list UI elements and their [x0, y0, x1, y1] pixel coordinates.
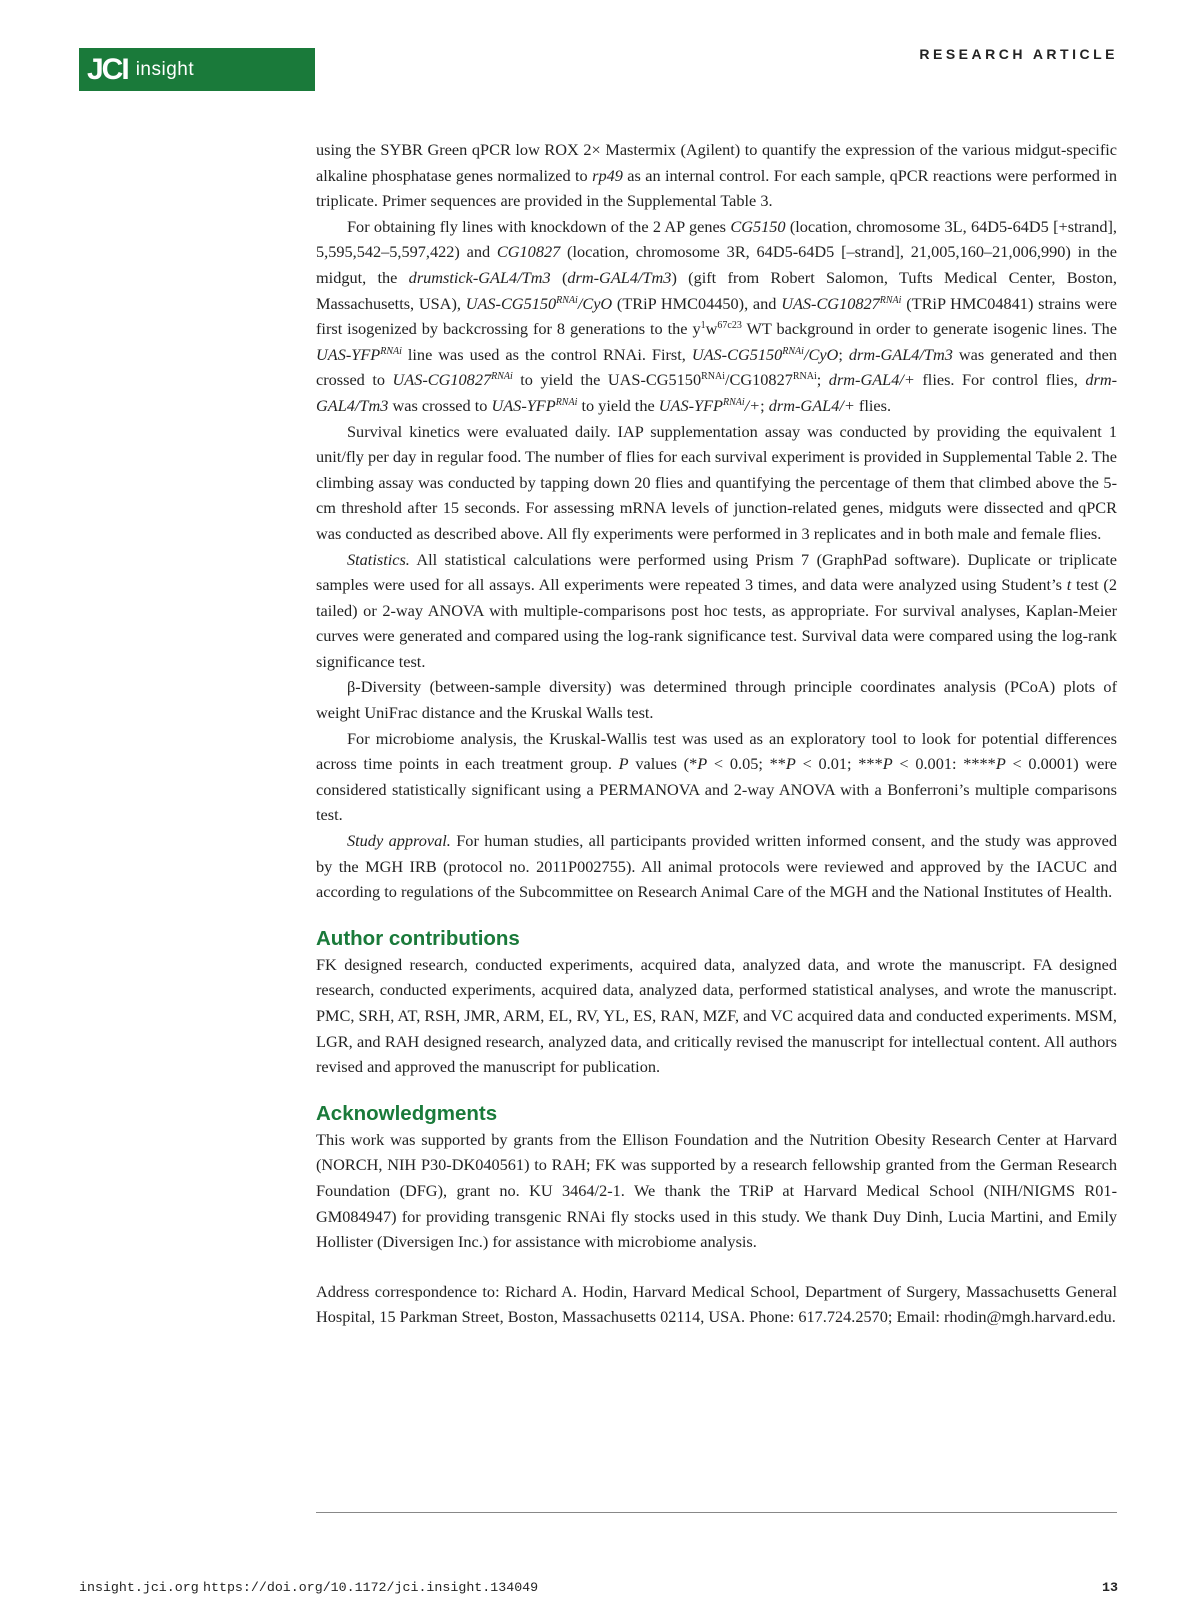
page-number: 13 [1102, 1580, 1118, 1595]
beta-diversity-paragraph: β-Diversity (between-sample diversity) was determined through principle coordinates analysis (PCoA) plots of weight UniFrac distance and the Kruskal Walls test. [316, 677, 1117, 723]
microbiome-paragraph: For microbiome analysis, the Kruskal-Wallis test was used as an exploratory tool to look for potential differences across time points in each treatment group. P values (*P < 0.05; **P < 0.01; ***P < 0.001: ****P < 0.0001) were considered statistically significant using a PERMANOVA and 2-way ANOVA with a Bonferroni’s multiple comparisons test. [316, 728, 1117, 825]
correspondence-address: Address correspondence to: Richard A. Hodin, Harvard Medical School, Department of Surgery, Massachusetts General Hospital, 15 Parkman Street, Boston, Massachusetts 02114, USA. Phone: 617.724.2570; Email: rhodin@mgh.harvard.edu. [316, 1281, 1117, 1327]
statistics-paragraph: Statistics. All statistical calculations were performed using Prism 7 (GraphPad software). Duplicate or triplicate samples were used for all assays. All experiments were repeated 3 times, and data were analyzed using Student’s t test (2 tailed) or 2-way ANOVA with multiple-comparisons post hoc tests, as appropriate. For survival analyses, Kaplan-Meier curves were generated and compared using the log-rank significance test. Survival data were compared using the log-rank significance test. [316, 549, 1117, 671]
footer-site-link[interactable]: insight.jci.org [79, 1580, 199, 1595]
author-contributions-heading: Author contributions [316, 926, 520, 950]
author-contributions-text: FK designed research, conducted experiments, acquired data, analyzed data, and wrote the manuscript. FA designed research, conducted experiments, acquired data, analyzed data, performed statistical analyses, and wrote the manuscript. PMC, SRH, AT, RSH, JMR, ARM, EL, RV, YL, ES, RAN, MZF, and VC acquired data and conducted experiments. MSM, LGR, and RAH designed research, analyzed data, and critically revised the manuscript for intellectual content. All authors revised and approved the manuscript for publication. [316, 954, 1117, 1077]
study-approval-paragraph: Study approval. For human studies, all participants provided written informed consent, and the study was approved by the MGH IRB (protocol no. 2011P002755). All animal protocols were reviewed and approved by the IACUC and according to regulations of the Subcommittee on Research Animal Care of the MGH and the National Institutes of Health. [316, 831, 1118, 902]
body-text [316, 137, 1117, 1330]
logo-jci-text: JCI [87, 53, 128, 86]
journal-logo [79, 48, 315, 91]
methods-paragraph-2: For obtaining fly lines with knockdown of the 2 AP genes CG5150 (location, chromosome 3L, 64D5-64D5 [+strand], 5,595,542–5,597,422) and CG10827 (location, chromosome 3R, 64D5-64D5 [–strand], 21,005,160–21,006,990) in the midgut, the drumstick-GAL4/Tm3 (drm-GAL4/Tm3) (gift from Robert Salomon, Tufts Medical Center, Boston, Massachusetts, USA), UAS-$CG5150^{RNAi}$/CyO (TRiP HMC04450), and UAS-$CG10827^{RNAi}$ (TRiP HMC04841) strains were first isogenized by backcrossing for 8 generations to the $y^1w^{67c23}$ WT background in order to generate isogenic lines. The UAS-$YFP^{RNAi}$ line was used as the control RNAi. First, UAS-$CG5150^{RNAi}$/CyO; drm-GAL4/Tm3 was generated and then crossed to UAS-$CG10827^{RNAi}$ to yield the UAS-$CG5150^{RNAi}/CG10827^{RNAi}$; drm-GAL4/+ flies. For control flies, drm-GAL4/Tm3 was crossed to UAS-$YFP^{RNAi}$ to yield the UAS-$YFP^{RNAi}/+$; drm-GAL4/+ flies. [316, 216, 1118, 415]
footer-divider [316, 1512, 1117, 1513]
methods-paragraph-3: Survival kinetics were evaluated daily. IAP supplementation assay was conducted by providing the equivalent 1 unit/fly per day in regular food. The number of flies for each survival experiment is provided in Supplemental Table 2. The climbing assay was conducted by tapping down 20 flies and quantifying the percentage of them that climbed above the 5-cm threshold after 15 seconds. For assessing mRNA levels of junction-related genes, midguts were dissected and qPCR was conducted as described above. All fly experiments were performed in 3 replicates and in both male and female flies. [316, 421, 1117, 543]
logo-insight-text: insight [135, 59, 195, 80]
article-type-label: RESEARCH ARTICLE [919, 46, 1118, 62]
footer-doi-link[interactable]: https://doi.org/10.1172/jci.insight.134049 [203, 1580, 539, 1595]
acknowledgments-text: This work was supported by grants from the Ellison Foundation and the Nutrition Obesity Research Center at Harvard (NORCH, NIH P30-DK040561) to RAH; FK was supported by a research fellowship granted from the German Research Foundation (DFG), grant no. KU 3464/2-1. We thank the TRiP at Harvard Medical School (NIH/NIGMS R01-GM084947) for providing transgenic RNAi fly stocks used in this study. We thank Duy Dinh, Lucia Martini, and Emily Hollister (Diversigen Inc.) for assistance with microbiome analysis. [316, 1129, 1117, 1252]
methods-paragraph-1: using the SYBR Green qPCR low ROX 2× Mastermix (Agilent) to quantify the expression of the various midgut-specific alkaline phosphatase genes normalized to rp49 as an internal control. For each sample, qPCR reactions were performed in triplicate. Primer sequences are provided in the Supplemental Table 3. [316, 140, 1117, 211]
acknowledgments-heading: Acknowledgments [316, 1101, 498, 1125]
